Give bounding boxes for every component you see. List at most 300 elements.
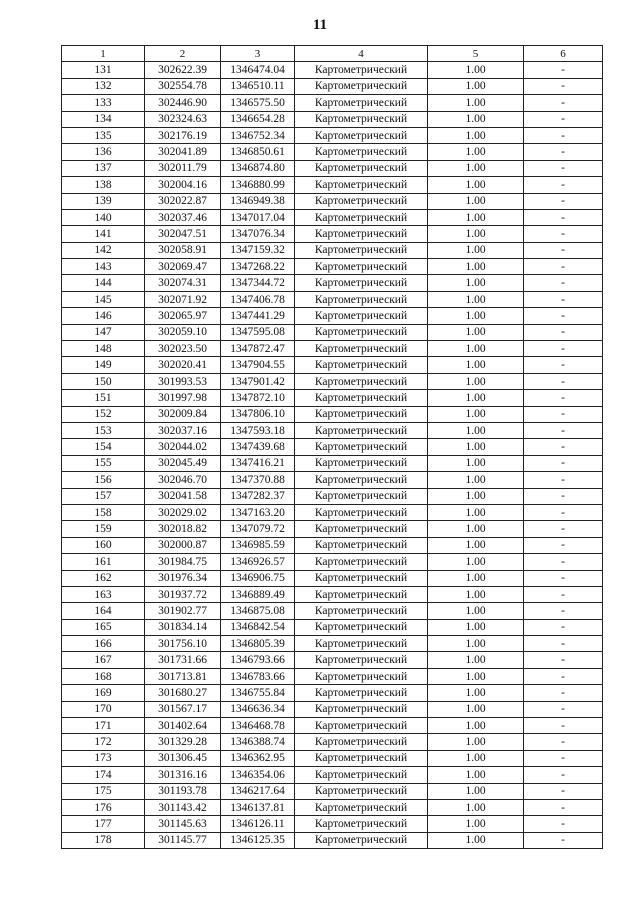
cell-coord-y: 1346793.66	[221, 652, 295, 668]
cell-coord-x: 302037.46	[145, 209, 221, 225]
cell-accuracy: 1.00	[428, 734, 524, 750]
cell-method: Картометрический	[295, 603, 428, 619]
cell-coord-y: 1346354.06	[221, 767, 295, 783]
cell-point-number: 144	[62, 275, 145, 291]
cell-note: -	[524, 390, 603, 406]
cell-point-number: 156	[62, 472, 145, 488]
cell-coord-x: 302018.82	[145, 521, 221, 537]
cell-accuracy: 1.00	[428, 193, 524, 209]
cell-coord-x: 302020.41	[145, 357, 221, 373]
table-row	[62, 127, 603, 143]
cell-method: Картометрический	[295, 390, 428, 406]
cell-point-number: 171	[62, 718, 145, 734]
cell-coord-x: 302044.02	[145, 439, 221, 455]
cell-coord-x: 301984.75	[145, 554, 221, 570]
cell-method: Картометрический	[295, 488, 428, 504]
cell-coord-y: 1346926.57	[221, 554, 295, 570]
cell-note: -	[524, 406, 603, 422]
cell-note: -	[524, 570, 603, 586]
cell-method: Картометрический	[295, 373, 428, 389]
cell-coord-x: 301993.53	[145, 373, 221, 389]
cell-coord-x: 302065.97	[145, 308, 221, 324]
cell-note: -	[524, 832, 603, 848]
cell-coord-y: 1346125.35	[221, 832, 295, 848]
cell-coord-y: 1347076.34	[221, 226, 295, 242]
cell-accuracy: 1.00	[428, 603, 524, 619]
cell-coord-x: 302069.47	[145, 259, 221, 275]
cell-method: Картометрический	[295, 275, 428, 291]
cell-note: -	[524, 308, 603, 324]
table-row	[62, 291, 603, 307]
cell-coord-x: 301143.42	[145, 799, 221, 815]
cell-coord-x: 301316.16	[145, 767, 221, 783]
cell-point-number: 170	[62, 701, 145, 717]
cell-accuracy: 1.00	[428, 488, 524, 504]
table-row	[62, 324, 603, 340]
cell-note: -	[524, 504, 603, 520]
cell-point-number: 167	[62, 652, 145, 668]
cell-point-number: 149	[62, 357, 145, 373]
cell-accuracy: 1.00	[428, 668, 524, 684]
cell-accuracy: 1.00	[428, 685, 524, 701]
cell-accuracy: 1.00	[428, 422, 524, 438]
header-cell: 1	[62, 46, 145, 62]
cell-method: Картометрический	[295, 537, 428, 553]
cell-accuracy: 1.00	[428, 209, 524, 225]
cell-method: Картометрический	[295, 160, 428, 176]
table-row	[62, 603, 603, 619]
cell-point-number: 159	[62, 521, 145, 537]
cell-note: -	[524, 357, 603, 373]
cell-point-number: 143	[62, 259, 145, 275]
cell-note: -	[524, 275, 603, 291]
cell-coord-x: 301567.17	[145, 701, 221, 717]
cell-method: Картометрический	[295, 291, 428, 307]
cell-note: -	[524, 799, 603, 815]
cell-coord-x: 302022.87	[145, 193, 221, 209]
table-row	[62, 226, 603, 242]
cell-method: Картометрический	[295, 439, 428, 455]
cell-accuracy: 1.00	[428, 619, 524, 635]
cell-coord-y: 1347806.10	[221, 406, 295, 422]
cell-point-number: 176	[62, 799, 145, 815]
cell-accuracy: 1.00	[428, 537, 524, 553]
cell-coord-y: 1347904.55	[221, 357, 295, 373]
cell-accuracy: 1.00	[428, 111, 524, 127]
cell-coord-x: 302047.51	[145, 226, 221, 242]
cell-point-number: 166	[62, 636, 145, 652]
cell-coord-y: 1346126.11	[221, 816, 295, 832]
cell-coord-y: 1347593.18	[221, 422, 295, 438]
table-row	[62, 521, 603, 537]
table-row	[62, 209, 603, 225]
cell-coord-x: 302046.70	[145, 472, 221, 488]
table-row	[62, 472, 603, 488]
cell-method: Картометрический	[295, 652, 428, 668]
cell-coord-y: 1346985.59	[221, 537, 295, 553]
cell-point-number: 154	[62, 439, 145, 455]
cell-accuracy: 1.00	[428, 767, 524, 783]
cell-coord-x: 302074.31	[145, 275, 221, 291]
cell-note: -	[524, 111, 603, 127]
cell-coord-x: 301756.10	[145, 636, 221, 652]
cell-coord-y: 1347441.29	[221, 308, 295, 324]
cell-method: Картометрический	[295, 701, 428, 717]
cell-method: Картометрический	[295, 521, 428, 537]
header-cell: 2	[145, 46, 221, 62]
cell-coord-x: 302176.19	[145, 127, 221, 143]
cell-coord-y: 1347017.04	[221, 209, 295, 225]
cell-method: Картометрический	[295, 504, 428, 520]
cell-method: Картометрический	[295, 767, 428, 783]
table-row	[62, 177, 603, 193]
table-row	[62, 422, 603, 438]
cell-coord-y: 1346949.38	[221, 193, 295, 209]
cell-note: -	[524, 537, 603, 553]
cell-coord-y: 1346137.81	[221, 799, 295, 815]
table-row	[62, 193, 603, 209]
cell-note: -	[524, 472, 603, 488]
cell-point-number: 147	[62, 324, 145, 340]
cell-note: -	[524, 422, 603, 438]
cell-coord-x: 302023.50	[145, 341, 221, 357]
table-row	[62, 373, 603, 389]
cell-note: -	[524, 291, 603, 307]
cell-coord-y: 1346755.84	[221, 685, 295, 701]
table-row	[62, 111, 603, 127]
cell-note: -	[524, 341, 603, 357]
cell-coord-x: 301193.78	[145, 783, 221, 799]
cell-accuracy: 1.00	[428, 259, 524, 275]
cell-point-number: 142	[62, 242, 145, 258]
cell-coord-y: 1347595.08	[221, 324, 295, 340]
cell-method: Картометрический	[295, 554, 428, 570]
cell-note: -	[524, 259, 603, 275]
cell-coord-y: 1346752.34	[221, 127, 295, 143]
cell-coord-x: 302045.49	[145, 455, 221, 471]
cell-coord-x: 301145.77	[145, 832, 221, 848]
cell-accuracy: 1.00	[428, 636, 524, 652]
cell-method: Картометрический	[295, 799, 428, 815]
cell-coord-y: 1347163.20	[221, 504, 295, 520]
cell-coord-y: 1347872.10	[221, 390, 295, 406]
cell-coord-x: 301834.14	[145, 619, 221, 635]
cell-coord-y: 1346906.75	[221, 570, 295, 586]
cell-note: -	[524, 685, 603, 701]
table-row	[62, 636, 603, 652]
cell-accuracy: 1.00	[428, 95, 524, 111]
table-row	[62, 504, 603, 520]
cell-point-number: 162	[62, 570, 145, 586]
cell-method: Картометрический	[295, 144, 428, 160]
cell-method: Картометрический	[295, 259, 428, 275]
cell-point-number: 136	[62, 144, 145, 160]
cell-coord-y: 1347901.42	[221, 373, 295, 389]
table-row	[62, 685, 603, 701]
cell-note: -	[524, 324, 603, 340]
cell-note: -	[524, 636, 603, 652]
table-row	[62, 242, 603, 258]
cell-point-number: 157	[62, 488, 145, 504]
cell-accuracy: 1.00	[428, 390, 524, 406]
table-row	[62, 734, 603, 750]
cell-note: -	[524, 193, 603, 209]
table-row	[62, 554, 603, 570]
table-row	[62, 668, 603, 684]
cell-coord-x: 302622.39	[145, 62, 221, 78]
header-cell: 5	[428, 46, 524, 62]
cell-coord-x: 301145.63	[145, 816, 221, 832]
cell-coord-y: 1346468.78	[221, 718, 295, 734]
cell-accuracy: 1.00	[428, 406, 524, 422]
cell-coord-x: 301902.77	[145, 603, 221, 619]
cell-coord-x: 301329.28	[145, 734, 221, 750]
cell-point-number: 134	[62, 111, 145, 127]
table-row	[62, 357, 603, 373]
cell-method: Картометрический	[295, 816, 428, 832]
cell-coord-y: 1346636.34	[221, 701, 295, 717]
cell-coord-x: 302004.16	[145, 177, 221, 193]
cell-accuracy: 1.00	[428, 308, 524, 324]
cell-coord-y: 1347416.21	[221, 455, 295, 471]
cell-accuracy: 1.00	[428, 799, 524, 815]
cell-coord-y: 1347344.72	[221, 275, 295, 291]
table-row	[62, 308, 603, 324]
table-row	[62, 701, 603, 717]
cell-accuracy: 1.00	[428, 439, 524, 455]
cell-method: Картометрический	[295, 619, 428, 635]
table-row	[62, 816, 603, 832]
cell-point-number: 152	[62, 406, 145, 422]
cell-coord-x: 301976.34	[145, 570, 221, 586]
cell-note: -	[524, 586, 603, 602]
table-row	[62, 275, 603, 291]
table-row	[62, 160, 603, 176]
header-row	[62, 46, 603, 62]
table-row	[62, 537, 603, 553]
cell-point-number: 163	[62, 586, 145, 602]
cell-accuracy: 1.00	[428, 357, 524, 373]
cell-method: Картометрический	[295, 472, 428, 488]
cell-note: -	[524, 734, 603, 750]
cell-coord-x: 302041.58	[145, 488, 221, 504]
cell-coord-x: 301713.81	[145, 668, 221, 684]
cell-point-number: 165	[62, 619, 145, 635]
cell-point-number: 138	[62, 177, 145, 193]
cell-point-number: 164	[62, 603, 145, 619]
cell-accuracy: 1.00	[428, 291, 524, 307]
cell-method: Картометрический	[295, 177, 428, 193]
cell-accuracy: 1.00	[428, 750, 524, 766]
cell-point-number: 172	[62, 734, 145, 750]
cell-method: Картометрический	[295, 127, 428, 143]
cell-accuracy: 1.00	[428, 554, 524, 570]
table-row	[62, 78, 603, 94]
cell-coord-x: 302554.78	[145, 78, 221, 94]
cell-accuracy: 1.00	[428, 324, 524, 340]
cell-point-number: 148	[62, 341, 145, 357]
table-row	[62, 439, 603, 455]
cell-method: Картометрический	[295, 570, 428, 586]
cell-coord-y: 1346880.99	[221, 177, 295, 193]
cell-note: -	[524, 95, 603, 111]
cell-method: Картометрический	[295, 406, 428, 422]
cell-method: Картометрический	[295, 783, 428, 799]
cell-note: -	[524, 767, 603, 783]
table-row	[62, 62, 603, 78]
table-row	[62, 718, 603, 734]
cell-point-number: 161	[62, 554, 145, 570]
cell-point-number: 141	[62, 226, 145, 242]
cell-coord-y: 1347439.68	[221, 439, 295, 455]
cell-point-number: 158	[62, 504, 145, 520]
cell-point-number: 140	[62, 209, 145, 225]
cell-accuracy: 1.00	[428, 242, 524, 258]
cell-coord-x: 302011.79	[145, 160, 221, 176]
table-row	[62, 767, 603, 783]
cell-coord-y: 1346362.95	[221, 750, 295, 766]
cell-method: Картометрический	[295, 78, 428, 94]
cell-note: -	[524, 242, 603, 258]
cell-method: Картометрический	[295, 750, 428, 766]
cell-accuracy: 1.00	[428, 62, 524, 78]
cell-method: Картометрический	[295, 832, 428, 848]
cell-method: Картометрический	[295, 668, 428, 684]
cell-method: Картометрический	[295, 586, 428, 602]
cell-coord-y: 1346388.74	[221, 734, 295, 750]
table-row	[62, 586, 603, 602]
cell-note: -	[524, 603, 603, 619]
table-row	[62, 341, 603, 357]
table-header	[62, 46, 603, 62]
cell-note: -	[524, 521, 603, 537]
cell-coord-y: 1346783.66	[221, 668, 295, 684]
cell-accuracy: 1.00	[428, 586, 524, 602]
cell-note: -	[524, 226, 603, 242]
cell-method: Картометрический	[295, 193, 428, 209]
cell-point-number: 139	[62, 193, 145, 209]
cell-point-number: 155	[62, 455, 145, 471]
cell-method: Картометрический	[295, 242, 428, 258]
table-row	[62, 750, 603, 766]
cell-note: -	[524, 619, 603, 635]
cell-coord-x: 301680.27	[145, 685, 221, 701]
table-row	[62, 619, 603, 635]
cell-method: Картометрический	[295, 734, 428, 750]
cell-note: -	[524, 160, 603, 176]
cell-method: Картометрический	[295, 95, 428, 111]
cell-note: -	[524, 652, 603, 668]
cell-coord-y: 1346889.49	[221, 586, 295, 602]
cell-coord-y: 1347370.88	[221, 472, 295, 488]
cell-point-number: 146	[62, 308, 145, 324]
cell-accuracy: 1.00	[428, 455, 524, 471]
table-row	[62, 259, 603, 275]
cell-accuracy: 1.00	[428, 177, 524, 193]
cell-accuracy: 1.00	[428, 226, 524, 242]
cell-coord-x: 302029.02	[145, 504, 221, 520]
cell-coord-x: 301937.72	[145, 586, 221, 602]
cell-accuracy: 1.00	[428, 701, 524, 717]
cell-coord-y: 1346875.08	[221, 603, 295, 619]
cell-accuracy: 1.00	[428, 816, 524, 832]
table-row	[62, 783, 603, 799]
cell-coord-x: 302000.87	[145, 537, 221, 553]
cell-note: -	[524, 209, 603, 225]
cell-point-number: 135	[62, 127, 145, 143]
cell-point-number: 132	[62, 78, 145, 94]
cell-coord-y: 1347079.72	[221, 521, 295, 537]
cell-method: Картометрический	[295, 636, 428, 652]
cell-note: -	[524, 127, 603, 143]
cell-coord-y: 1347159.32	[221, 242, 295, 258]
cell-point-number: 150	[62, 373, 145, 389]
cell-accuracy: 1.00	[428, 783, 524, 799]
cell-coord-y: 1347872.47	[221, 341, 295, 357]
cell-accuracy: 1.00	[428, 832, 524, 848]
cell-accuracy: 1.00	[428, 521, 524, 537]
header-cell: 3	[221, 46, 295, 62]
cell-coord-y: 1346874.80	[221, 160, 295, 176]
table-row	[62, 144, 603, 160]
cell-note: -	[524, 144, 603, 160]
cell-coord-x: 302041.89	[145, 144, 221, 160]
table-row	[62, 832, 603, 848]
cell-point-number: 175	[62, 783, 145, 799]
cell-point-number: 173	[62, 750, 145, 766]
table-row	[62, 570, 603, 586]
cell-method: Картометрический	[295, 111, 428, 127]
table-body	[62, 62, 603, 849]
cell-accuracy: 1.00	[428, 472, 524, 488]
cell-coord-y: 1346474.04	[221, 62, 295, 78]
cell-note: -	[524, 554, 603, 570]
cell-method: Картометрический	[295, 718, 428, 734]
cell-method: Картометрический	[295, 324, 428, 340]
cell-point-number: 145	[62, 291, 145, 307]
cell-accuracy: 1.00	[428, 652, 524, 668]
cell-note: -	[524, 718, 603, 734]
cell-accuracy: 1.00	[428, 127, 524, 143]
table-row	[62, 652, 603, 668]
table-row	[62, 455, 603, 471]
cell-coord-x: 301997.98	[145, 390, 221, 406]
table-row	[62, 406, 603, 422]
page-number: 11	[312, 17, 328, 33]
cell-accuracy: 1.00	[428, 504, 524, 520]
cell-note: -	[524, 78, 603, 94]
cell-note: -	[524, 62, 603, 78]
cell-note: -	[524, 750, 603, 766]
cell-point-number: 153	[62, 422, 145, 438]
cell-coord-y: 1346654.28	[221, 111, 295, 127]
cell-coord-y: 1347268.22	[221, 259, 295, 275]
cell-coord-y: 1346217.64	[221, 783, 295, 799]
cell-point-number: 151	[62, 390, 145, 406]
cell-point-number: 137	[62, 160, 145, 176]
cell-coord-x: 302009.84	[145, 406, 221, 422]
cell-note: -	[524, 816, 603, 832]
cell-accuracy: 1.00	[428, 570, 524, 586]
cell-point-number: 133	[62, 95, 145, 111]
cell-coord-y: 1346575.50	[221, 95, 295, 111]
table-row	[62, 799, 603, 815]
cell-accuracy: 1.00	[428, 160, 524, 176]
cell-coord-x: 301402.64	[145, 718, 221, 734]
cell-note: -	[524, 701, 603, 717]
cell-method: Картометрический	[295, 62, 428, 78]
cell-coord-y: 1347282.37	[221, 488, 295, 504]
